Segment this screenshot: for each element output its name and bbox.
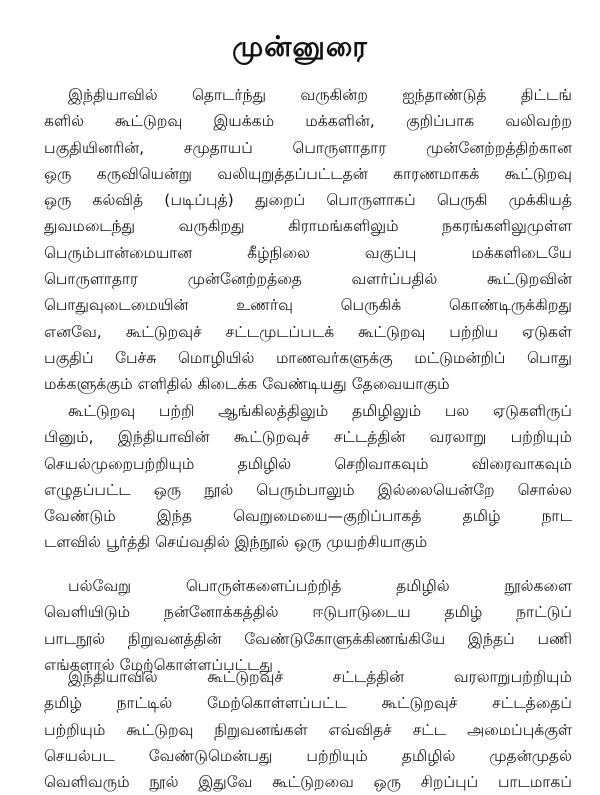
page-title: முன்னுரை [232, 30, 368, 63]
text-line: மக்களுக்கும் எளிதில் கிடைக்க வேண்டியது தேவையாகும் [44, 375, 450, 394]
text-line: எழுதப்பட்ட ஒரு நூல் பெரும்பாலும் இல்லையென்றே சொல்ல [44, 480, 572, 499]
text-line: பெரும்பான்மையான கீழ்நிலை வகுப்பு மக்களிடையே [44, 243, 572, 262]
text-line: பகுதியினரின், சமுதாயப் பொருளாதார முன்னேற்றத்திற்கான [44, 138, 572, 157]
text-line: செயல்பட வேண்டுமென்பது பற்றியும் தமிழில் முதன்முதல் [44, 746, 572, 765]
text-line: எங்களால் மேற்கொள்ளப்பட்டது [44, 655, 273, 674]
text-line: செயல்முறைபற்றியும் தமிழில் செறிவாகவும் விரைவாகவும் [44, 454, 572, 473]
text-line: இந்தியாவில் தொடர்ந்து வருகின்ற ஐந்தாண்டுத் திட்டங் [68, 86, 572, 104]
text-line: பொருளாதார முன்னேற்றத்தை வளர்ப்பதில் கூட்டுறவின் [44, 270, 572, 289]
text-line: பகுதிப் பேச்சு மொழியில் மாணவர்களுக்கு மட்டுமன்றிப் பொது [44, 348, 572, 367]
text-line: பினும், இந்தியாவின் கூட்டுறவுச் சட்டத்தின் வரலாறு பற்றியும் [44, 428, 572, 447]
text-line: வேண்டும் இந்த வெறுமையை—குறிப்பாகத் தமிழ் நாட [44, 507, 572, 526]
text-line: டளவில் பூர்த்தி செய்வதில் இந்நூல் ஒரு முயற்சியாகும் [44, 533, 428, 552]
text-line: வெளிவரும் நூல் இதுவே கூட்டுறவை ஒரு சிறப்புப் பாடமாகப் [44, 773, 572, 792]
text-line: பற்றியும் கூட்டுறவு நிறுவனங்கள் எவ்விதச் சட்ட அமைப்புக்குள் [44, 720, 572, 739]
paragraph-4 [44, 664, 572, 795]
text-line: களில் கூட்டுறவு இயக்கம் மக்களின், குறிப்பாக வலிவற்ற [44, 112, 572, 131]
text-line: இந்தியாவில் கூட்டுறவுச் சட்டத்தின் வரலாறுபற்றியும் [68, 668, 572, 686]
text-line: கூட்டுறவு பற்றி ஆங்கிலத்திலும் தமிழிலும் பல ஏடுகளிருப் [68, 402, 572, 420]
text-line: ஒரு கல்வித் (படிப்புத்) துறைப் பொருளாகப் பெருகி முக்கியத் [44, 191, 572, 210]
text-line: தமிழ் நாட்டில் மேற்கொள்ளப்பட்ட கூட்டுறவுச் சட்டத்தைப் [44, 694, 572, 713]
text-line: பல்வேறு பொருள்களைப்பற்றித் தமிழில் நூல்களை [68, 577, 572, 595]
text-line: பொதுவுடைமையின் உணர்வு பெருகிக் கொண்டிருக்கிறது [44, 296, 572, 315]
paragraph-2 [44, 398, 572, 556]
text-line: ஒரு கருவியென்று வலியுறுத்தப்பட்டதன் காரணமாகக் கூட்டுறவு [44, 164, 572, 183]
paragraph-3 [44, 573, 572, 678]
text-line: எனவே, கூட்டுறவுச் சட்டமுடப்படக் கூட்டுறவு பற்றிய ஏடுகள் [44, 322, 572, 341]
text-line: துவமடைந்து வருகிறது கிராமங்களிலும் நகரங்களிலுமுள்ள [44, 217, 572, 236]
paragraph-1 [44, 82, 572, 398]
text-line: வெளியிடும் நன்னோக்கத்தில் ஈடுபாடுடைய தமிழ் நாட்டுப் [44, 603, 572, 622]
text-line: பாடநூல் நிறுவனத்தின் வேண்டுகோளுக்கிணங்கியே இந்தப் பணி [44, 629, 572, 648]
